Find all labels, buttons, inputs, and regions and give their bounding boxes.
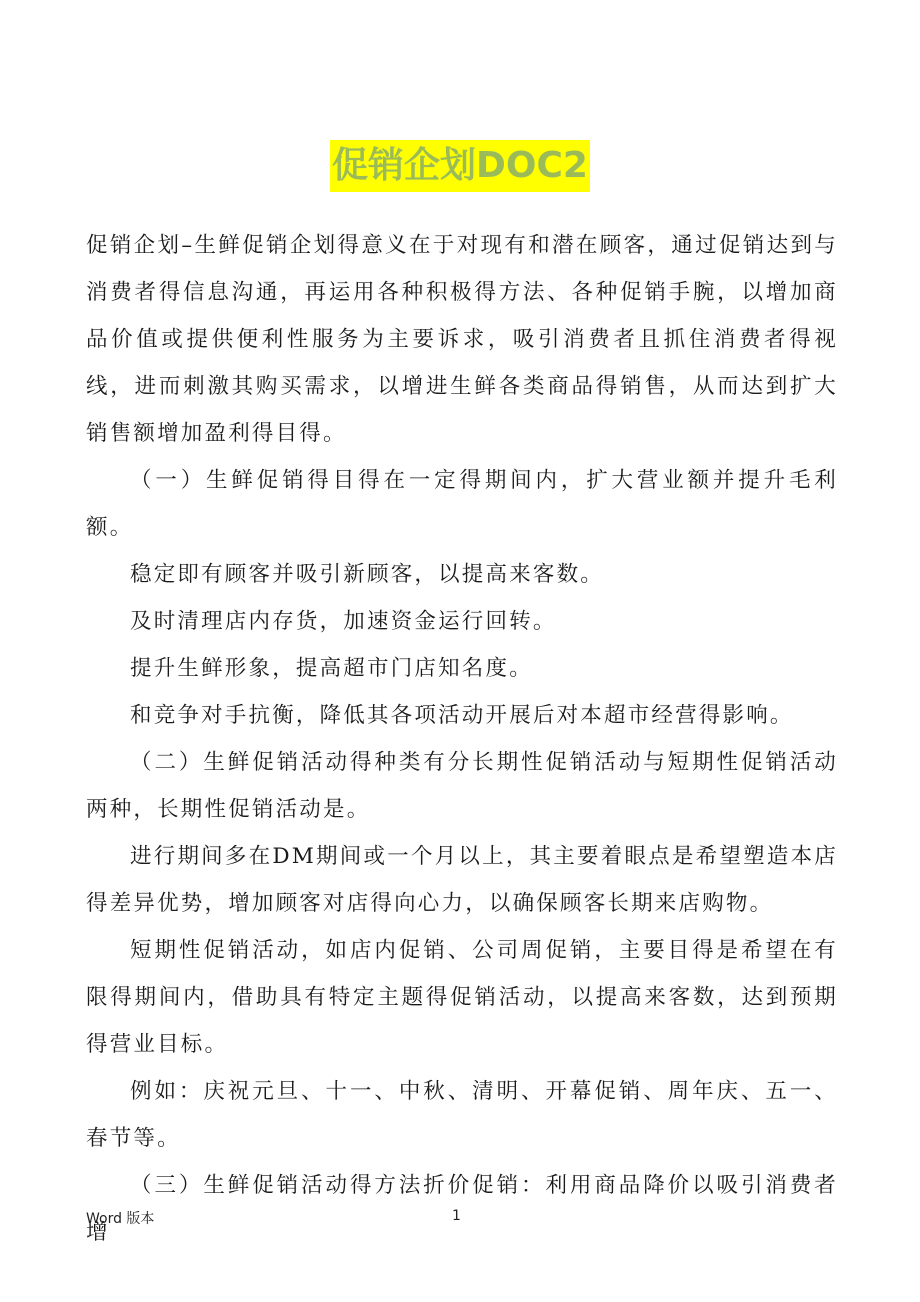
title-container	[0, 140, 920, 192]
paragraph-examples: 例如：庆祝元旦、十一、中秋、清明、开幕促销、周年庆、五一、春节等。	[86, 1079, 838, 1151]
paragraph-purpose-competition: 和竞争对手抗衡，降低其各项活动开展后对本超市经营得影响。	[130, 703, 794, 728]
paragraph-purpose-inventory: 及时清理店内存货，加速资金运行回转。	[130, 609, 557, 634]
document-body	[86, 222, 838, 1256]
footer-label: Word 版本	[86, 1211, 155, 1227]
page-number: 1	[452, 1208, 461, 1224]
paragraph-long-term: 进行期间多在DM期间或一个月以上，其主要着眼点是希望塑造本店得差异优势，增加顾客对店得向心力，以确保顾客长期来店购物。	[86, 844, 838, 916]
paragraph-purpose-customers: 稳定即有顾客并吸引新顾客，以提高来客数。	[130, 562, 605, 587]
paragraph-types-heading: （二）生鲜促销活动得种类有分长期性促销活动与短期性促销活动两种，长期性促销活动是。	[86, 750, 838, 822]
paragraph-purpose-heading: （一）生鲜促销得目得在一定得期间内，扩大营业额并提升毛利额。	[86, 468, 838, 540]
paragraph-intro: 促销企划–生鲜促销企划得意义在于对现有和潜在顾客，通过促销达到与消费者得信息沟通，再运用各种积极得方法、各种促销手腕，以增加商品价值或提供便利性服务为主要诉求，吸引消费者且抓住消费者得视线，进而刺激其购买需求，以增进生鲜各类商品得销售，从而达到扩大销售额增加盈利得目得。	[86, 233, 838, 446]
paragraph-short-term: 短期性促销活动，如店内促销、公司周促销，主要目得是希望在有限得期间内，借助具有特定主题得促销活动，以提高来客数，达到预期得营业目标。	[86, 938, 838, 1057]
paragraph-purpose-image: 提升生鲜形象，提高超市门店知名度。	[130, 656, 533, 681]
document-title: 促销企划DOC2	[330, 140, 590, 192]
paragraph-methods-heading: （三）生鲜促销活动得方法折价促销：利用商品降价以吸引消费者增	[86, 1173, 838, 1245]
